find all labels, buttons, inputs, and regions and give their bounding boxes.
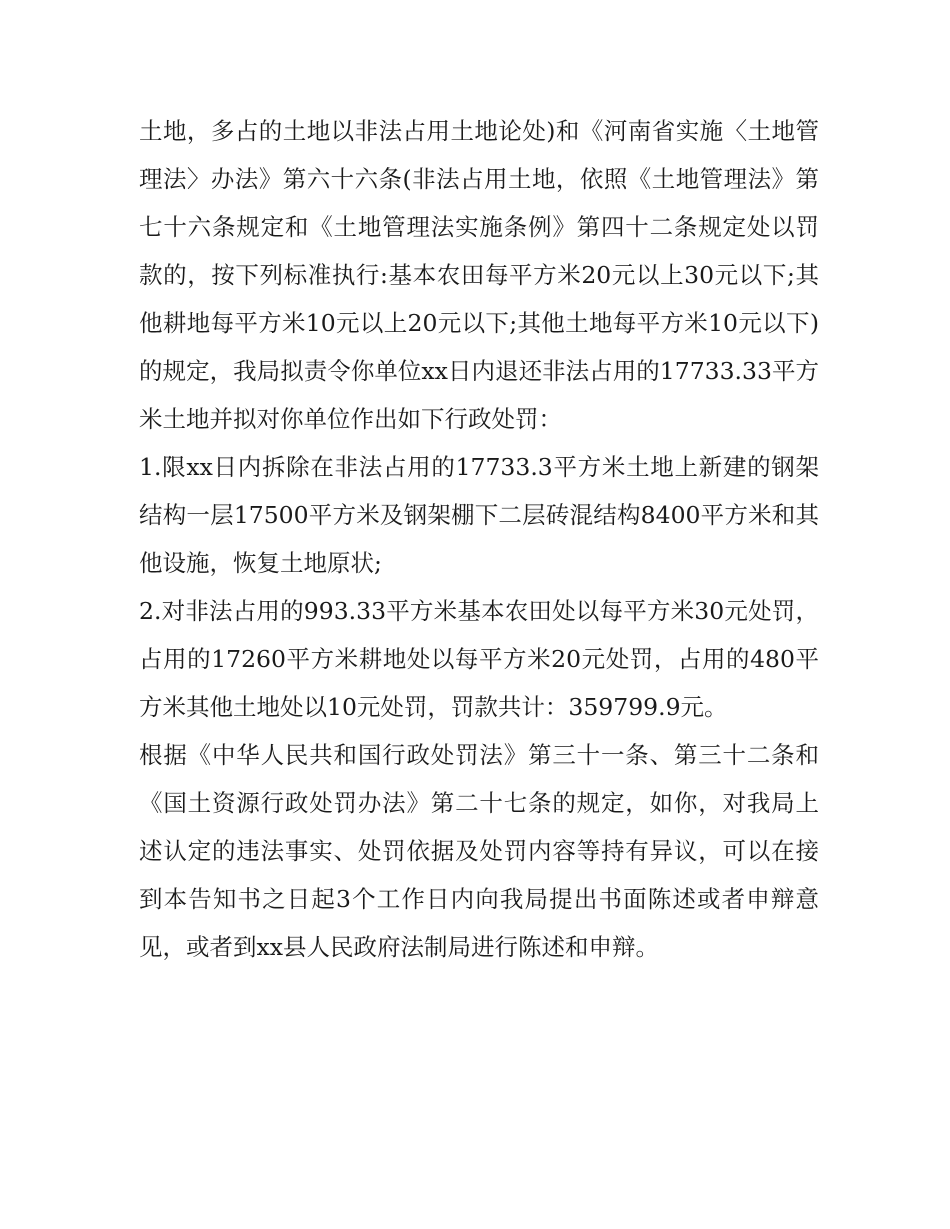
paragraph-penalty-item-2: 2.对非法占用的993.33平方米基本农田处以每平方米30元处罚，占用的17260平方米耕地处以每平方米20元处罚，占用的480平方米其他土地处以10元处罚，罚款共计：359799.9元。	[139, 597, 819, 721]
paragraph-legal-basis: 土地，多占的土地以非法占用土地论处)和《河南省实施〈土地管理法〉办法》第六十六条(非法占用土地，依照《土地管理法》第七十六条规定和《土地管理法实施条例》第四十二条规定处以罚款的，按下列标准执行:基本农田每平方米20元以上30元以下;其他耕地每平方米10元以上20元以下;其他土地每平方米10元以下)的规定，我局拟责令你单位xx日内退还非法占用的17733.33平方米土地并拟对你单位作出如下行政处罚：	[139, 117, 819, 433]
paragraph-right-to-appeal: 根据《中华人民共和国行政处罚法》第三十一条、第三十二条和《国土资源行政处罚办法》第二十七条的规定，如你，对我局上述认定的违法事实、处罚依据及处罚内容等持有异议，可以在接到本告知书之日起3个工作日内向我局提出书面陈述或者申辩意见，或者到xx县人民政府法制局进行陈述和申辩。	[139, 741, 819, 961]
document-body	[139, 107, 819, 971]
paragraph-penalty-item-1: 1.限xx日内拆除在非法占用的17733.3平方米土地上新建的钢架结构一层17500平方米及钢架棚下二层砖混结构8400平方米和其他设施，恢复土地原状;	[139, 453, 819, 577]
